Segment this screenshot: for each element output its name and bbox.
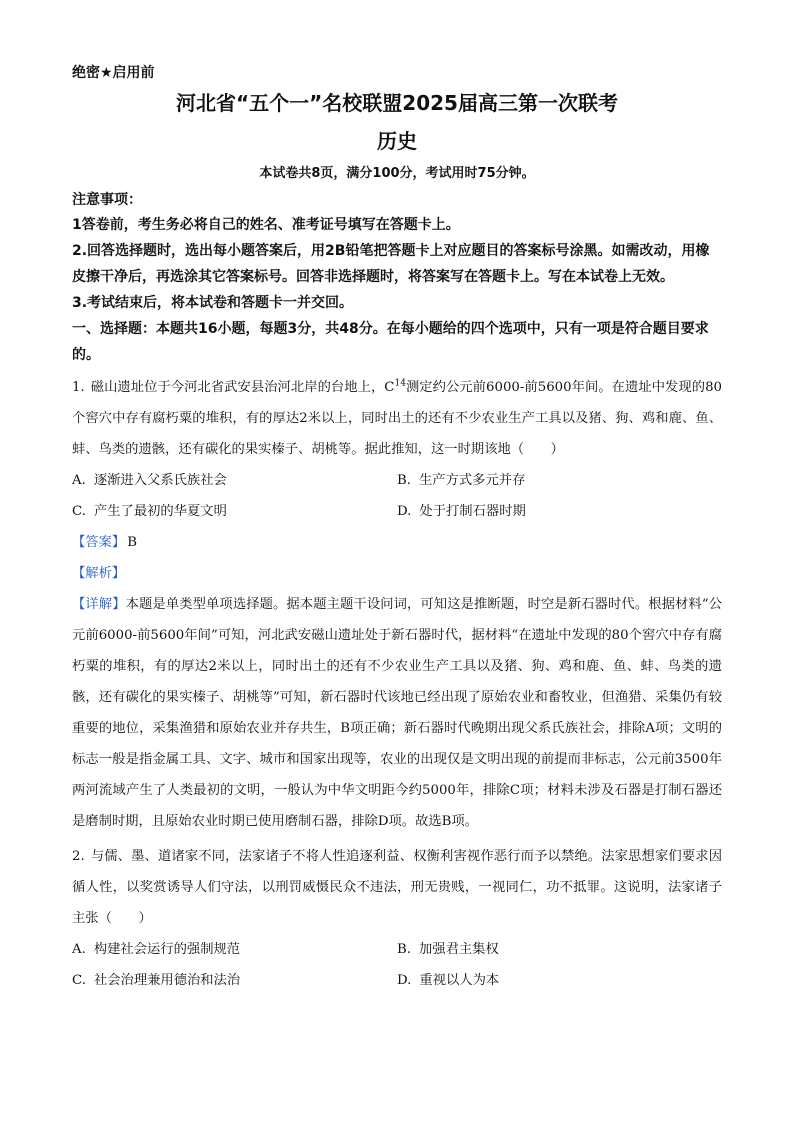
option-c — [72, 965, 397, 996]
option-letter: D. — [397, 973, 412, 988]
option-b — [397, 465, 722, 496]
notice-item: 2.回答选择题时，选出每小题答案后，用2B铅笔把答题卡上对应题目的答案标号涂黑。如需改动，用橡皮擦干净后，再选涂其它答案标号。回答非选择题时，将答案写在答题卡上。写在本试卷上无效。 — [72, 243, 710, 285]
exam-title: 河北省“五个一”名校联盟2025届高三第一次联考 — [176, 91, 618, 115]
answer-value: B — [127, 535, 137, 550]
subject-title: 历史 — [377, 129, 417, 153]
option-letter: B. — [397, 942, 411, 957]
question-1-stem — [72, 372, 722, 465]
question-1-options — [72, 465, 722, 527]
analysis-line — [72, 558, 722, 589]
detail-text: 本题是单类型单项选择题。据本题主题干设问词，可知这是推断题，时空是新石器时代。根据材料“公元前6000-前5600年间”可知，河北武安磁山遗址处于新石器时代，据材料“在遗址中发现的80个窖穴中存有腐朽粟的堆积，有的厚达2米以上，同时出土的还有不少农业生产工具以及猪、狗、鸡和鹿、鱼、蚌、鸟类的遗骸，还有碳化的果实榛子、胡桃等”可知，新石器时代该地已经出现了原始农业和畜牧业，但渔猎、采集仍有较重要的地位，采集渔猎和原始农业并存共生，B项正确；新石器时代晚期出现父系氏族社会，排除A项；文明的标志一般是指金属工具、文字、城市和国家出现等，农业的出现仅是文明出现的前提而非标志，公元前3500年两河流域产生了人类最初的文明，一般认为中华文明距今约5000年，排除C项；材料未涉及石器是打制石器还是磨制时期，且原始农业时期已使用磨制石器，排除D项。故选B项。 — [72, 597, 723, 829]
option-b — [397, 934, 722, 965]
question-2-options — [72, 934, 722, 996]
exam-page — [72, 62, 722, 996]
superscript: 14 — [394, 378, 406, 389]
detail-label: 详解 — [85, 597, 113, 612]
option-text: 逐渐进入父系氏族社会 — [93, 473, 227, 488]
option-letter: B. — [397, 473, 411, 488]
option-letter: C. — [72, 504, 86, 519]
option-letter: A. — [72, 942, 86, 957]
question-2-stem — [72, 841, 722, 934]
option-a — [72, 934, 397, 965]
option-text: 产生了最初的华夏文明 — [93, 504, 227, 519]
section-heading: 一、选择题：本题共16小题，每题3分，共48分。在每小题给的四个选项中，只有一项是符合题目要求的。 — [72, 321, 709, 363]
analysis-bracket: 【解析】 — [72, 566, 126, 581]
answer-bracket: 【答案】 — [72, 535, 126, 550]
option-a — [72, 465, 397, 496]
option-text: 社会治理兼用德治和法治 — [93, 973, 241, 988]
option-d — [397, 965, 722, 996]
notice-heading: 注意事项： — [72, 192, 142, 208]
option-d — [397, 496, 722, 527]
option-text: 处于打制石器时期 — [419, 504, 526, 519]
answer-line — [72, 527, 722, 558]
question-text: 磁山遗址位于今河北省武安县治河北岸的台地上，C — [90, 380, 395, 395]
question-text: 与儒、墨、道诸家不同，法家诸子不将人性追逐利益、权衡利害视作恶行而予以禁绝。法家思想家们要求因循人性，以奖赏诱导人们守法，以刑罚威慑民众不违法，刑无贵贱，一视同仁，功不抵罪。这说明，法家诸子主张（ ） — [72, 849, 722, 926]
exam-info: 本试卷共8页，满分100分，考试用时75分钟。 — [259, 166, 535, 181]
secret-label: 绝密★启用前 — [72, 65, 155, 81]
question-number: 2. — [72, 849, 85, 864]
analysis-label: 解析 — [85, 566, 112, 581]
notice-item: 1答卷前，考生务必将自己的姓名、准考证号填写在答题卡上。 — [72, 217, 460, 233]
option-text: 重视以人为本 — [419, 973, 500, 988]
option-c — [72, 496, 397, 527]
option-letter: A. — [72, 473, 86, 488]
detail-bracket: 【详解】 — [72, 597, 126, 612]
question-number: 1. — [72, 380, 85, 395]
notice-item: 3.考试结束后，将本试卷和答题卡一并交回。 — [72, 295, 354, 311]
option-text: 加强君主集权 — [419, 942, 499, 957]
answer-label: 答案 — [85, 535, 112, 550]
question-text: 测定约公元前6000-前5600年间。在遗址中发现的80个窖穴中存有腐朽粟的堆积，有的厚达2米以上，同时出土的还有不少农业生产工具以及猪、狗、鸡和鹿、鱼、蚌、鸟类的遗骸，还有碳化的果实榛子、胡桃等。据此推知，这一时期该地（ ） — [72, 380, 722, 457]
option-letter: D. — [397, 504, 412, 519]
detail-explanation — [72, 589, 722, 837]
option-text: 生产方式多元并存 — [419, 473, 526, 488]
option-text: 构建社会运行的强制规范 — [93, 942, 241, 957]
option-letter: C. — [72, 973, 86, 988]
